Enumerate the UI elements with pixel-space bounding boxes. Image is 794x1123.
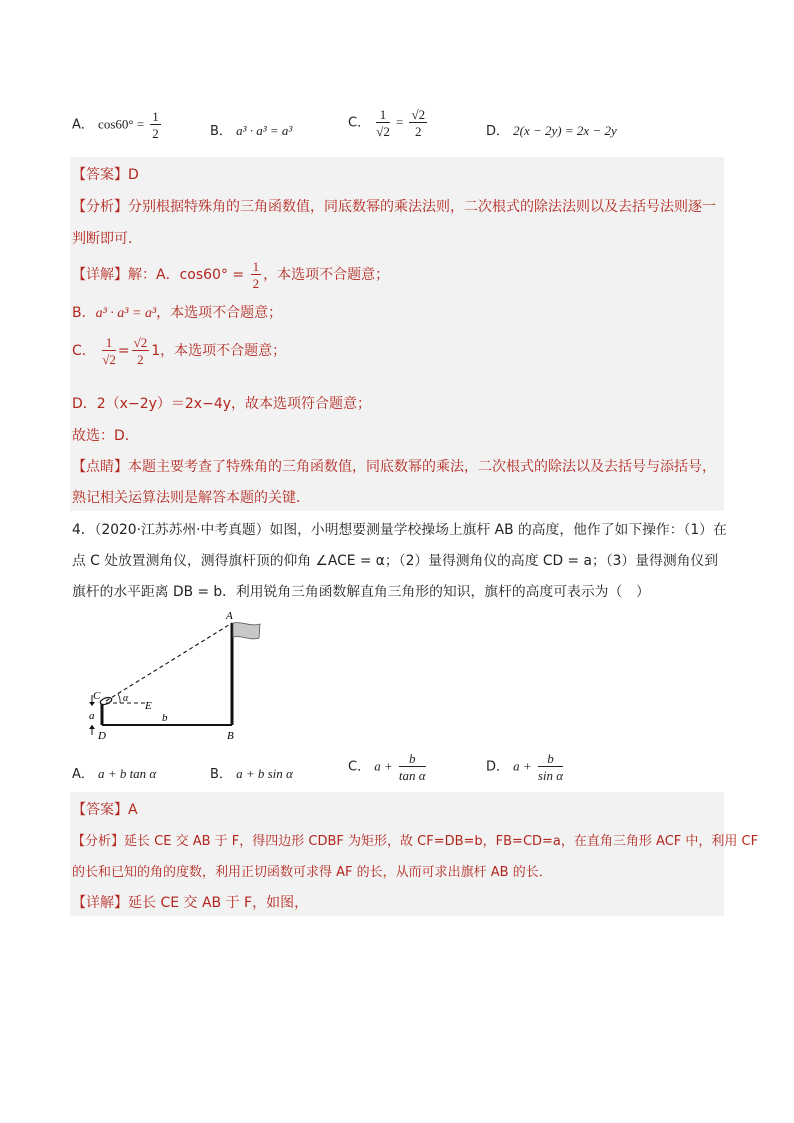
option-label: C． bbox=[348, 115, 371, 131]
analysis-tag: 【分析】 bbox=[72, 834, 125, 849]
q3-comment-line2: 熟记相关运算法则是解答本题的关键． bbox=[72, 490, 310, 506]
numerator: b bbox=[538, 752, 563, 767]
q3-detail-c: C． $\frac{1}{√2}$ = $\frac{√2}{2}$ 1，本选项不合题意； bbox=[72, 335, 287, 367]
denominator: sin α bbox=[537, 768, 564, 783]
detail-text: 1，本选项不合题意； bbox=[151, 343, 287, 359]
q4-option-c bbox=[348, 752, 428, 782]
detail-expr: a³ · a³ = a³ bbox=[95, 306, 157, 321]
answer-value: A bbox=[128, 802, 138, 818]
numerator: 1 bbox=[102, 336, 116, 351]
q4-answer bbox=[72, 799, 138, 819]
label-b-length: b bbox=[162, 712, 168, 724]
q3-answer bbox=[72, 164, 139, 184]
denominator: √2 bbox=[376, 124, 390, 139]
equals: = bbox=[396, 114, 404, 130]
option-label: C． bbox=[348, 759, 371, 775]
label-d-point: D bbox=[98, 730, 106, 742]
option-expr: cos60° = bbox=[98, 116, 145, 132]
denominator: 2 bbox=[252, 276, 260, 291]
option-expr: a + b tan α bbox=[98, 766, 157, 781]
label-c-point: C bbox=[93, 690, 101, 702]
numerator: √2 bbox=[411, 107, 426, 122]
denominator: 2 bbox=[152, 126, 159, 141]
analysis-text: 延长 CE 交 AB 于 F，得四边形 CDBF 为矩形，故 CF=DB=b，FB=CD=a，在直角三角形 ACF 中，利用 CF bbox=[124, 834, 759, 849]
fraction bbox=[376, 108, 390, 138]
q4-stem-line2: 点 C 处放置测角仪，测得旗杆顶的仰角 ∠ACE = α；（2）量得测角仪的高度 CD = a；（3）量得测角仪到 bbox=[72, 553, 719, 569]
analysis-text: 分别根据特殊角的三角函数值，同底数幂的乘法法则，二次根式的除法法则以及去括号法则逐一 bbox=[128, 199, 716, 215]
fraction bbox=[150, 110, 161, 140]
label-alpha: α bbox=[123, 693, 129, 704]
detail-tag: 【详解】 bbox=[72, 267, 128, 283]
label-a-length: a bbox=[89, 710, 95, 722]
denominator: tan α bbox=[398, 768, 426, 783]
numerator: √2 bbox=[133, 335, 148, 350]
option-label: A． bbox=[72, 117, 94, 133]
q3-analysis-line1 bbox=[72, 196, 716, 216]
detail-text: ，本选项不合题意； bbox=[263, 267, 390, 283]
fraction bbox=[132, 336, 150, 366]
label-e-point: E bbox=[145, 700, 152, 712]
option-expr: a + bbox=[513, 758, 532, 774]
numerator: 1 bbox=[152, 109, 159, 124]
flagpole-figure bbox=[84, 605, 274, 745]
fraction bbox=[102, 336, 116, 366]
analysis-tag: 【分析】 bbox=[72, 199, 128, 215]
q3-detail-a bbox=[72, 260, 389, 290]
q3-analysis-line2: 判断即可． bbox=[72, 231, 142, 247]
option-label: D． bbox=[486, 759, 510, 775]
q3-choose: 故选：D． bbox=[72, 428, 139, 444]
detail-text: ，本选项不合题意； bbox=[156, 305, 283, 321]
option-expr: a³ · a³ = a³ bbox=[236, 123, 293, 138]
q4-option-a bbox=[72, 763, 156, 782]
option-expr: a + b sin α bbox=[236, 766, 293, 781]
comment-text: 本题主要考查了特殊角的三角函数值，同底数幂的乘法，二次根式的除法以及去括号与添括号， bbox=[128, 459, 716, 475]
denominator: 2 bbox=[415, 124, 422, 139]
q3-option-d bbox=[486, 120, 617, 139]
detail-text: 解：A．cos60° = bbox=[128, 267, 245, 283]
numerator: 1 bbox=[376, 108, 390, 123]
option-label: B． bbox=[210, 124, 232, 139]
q3-option-b bbox=[210, 120, 292, 139]
fraction bbox=[409, 108, 427, 138]
fraction bbox=[251, 260, 262, 290]
fraction bbox=[399, 752, 426, 782]
option-expr: 2(x − 2y) = 2x − 2y bbox=[513, 123, 617, 138]
q3-detail-b bbox=[72, 302, 282, 322]
fraction bbox=[538, 752, 563, 782]
denominator: √2 bbox=[102, 352, 116, 367]
detail-text: C． bbox=[72, 343, 96, 359]
option-expr: a + bbox=[374, 758, 393, 774]
q4-analysis-line2: 的长和已知的角的度数，利用正切函数可求得 AF 的长，从而可求出旗杆 AB 的长． bbox=[72, 865, 552, 880]
arrow-up-icon bbox=[89, 725, 95, 729]
q4-option-d bbox=[486, 752, 565, 782]
angle-arc bbox=[118, 694, 120, 703]
q4-option-b bbox=[210, 763, 293, 782]
label-a-point: A bbox=[226, 610, 233, 622]
answer-tag: 【答案】 bbox=[72, 802, 128, 818]
numerator: b bbox=[399, 752, 426, 767]
detail-tag: 【详解】 bbox=[72, 895, 128, 911]
answer-tag: 【答案】 bbox=[72, 167, 128, 183]
q3-comment-line1 bbox=[72, 456, 716, 476]
option-label: B． bbox=[210, 767, 232, 782]
q4-detail bbox=[72, 892, 308, 912]
q4-stem-line1: 4．（2020·江苏苏州·中考真题）如图，小明想要测量学校操场上旗杆 AB 的高度，他作了如下操作：（1）在 bbox=[72, 522, 727, 538]
arrow-down-icon bbox=[89, 702, 95, 706]
detail-text: 延长 CE 交 AB 于 F，如图， bbox=[128, 895, 309, 911]
q3-option-c bbox=[348, 108, 429, 138]
answer-value: D bbox=[128, 167, 139, 183]
comment-tag: 【点睛】 bbox=[72, 459, 128, 475]
label-b-point: B bbox=[227, 730, 234, 742]
q3-option-a bbox=[72, 110, 163, 140]
q4-stem-line3: 旗杆的水平距离 DB = b．利用锐角三角函数解直角三角形的知识，旗杆的高度可表示为（ ） bbox=[72, 584, 650, 600]
numerator: 1 bbox=[252, 259, 260, 274]
flag-shape bbox=[233, 623, 260, 639]
option-label: D． bbox=[486, 124, 510, 139]
option-label: A． bbox=[72, 767, 94, 782]
q4-analysis-line1 bbox=[72, 830, 758, 849]
denominator: 2 bbox=[137, 352, 144, 367]
q3-detail-d: D．2（x−2y）＝2x−4y，故本选项符合题意； bbox=[72, 396, 372, 412]
detail-text: B． bbox=[72, 305, 96, 321]
sight-line-ca bbox=[106, 623, 232, 701]
